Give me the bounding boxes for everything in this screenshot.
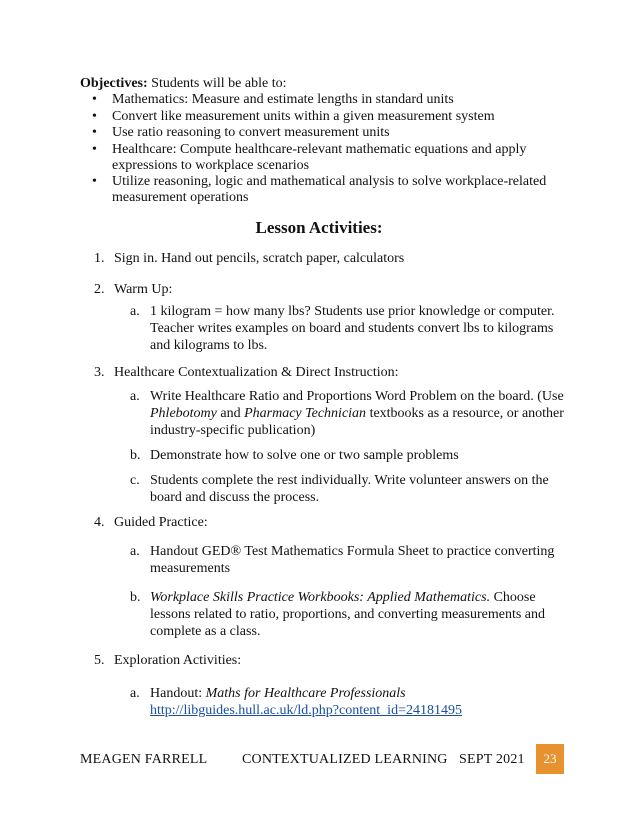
step-text: Exploration Activities: [114, 653, 242, 668]
step-text: Guided Practice: [114, 515, 208, 530]
sub-text-part: Choose lessons related to ratio, proportions, and converting measurements and complete as a class. [150, 590, 546, 639]
resource-link[interactable]: http://libguides.hull.ac.uk/ld.php?content_id=24181495 [150, 703, 462, 718]
list-item: • Healthcare: Compute healthcare-relevant mathematic equations and apply expressions to workplace scenarios [80, 142, 550, 174]
objectives-intro-text: Students will be able to: [147, 76, 287, 91]
sub-text [150, 685, 570, 719]
sub-text: Demonstrate how to solve one or two sample problems [150, 448, 459, 463]
book-title: Phlebotomy [150, 406, 217, 421]
sub-text-part: and [216, 406, 245, 421]
step-1 [94, 250, 404, 267]
book-title: Maths for Healthcare Professionals [205, 686, 406, 701]
sub-text: Students complete the rest individually. Write volunteer answers on the board and discuss the process. [150, 473, 549, 505]
sub-letter: a. [130, 544, 140, 559]
step-4a [130, 543, 570, 577]
step-number: 5. [94, 653, 105, 668]
sub-letter: a. [130, 304, 140, 319]
book-title: Workplace Skills Practice Workbooks: Applied Mathematics. [150, 590, 491, 605]
list-item: • Utilize reasoning, logic and mathematical analysis to solve workplace-related measurement operations [80, 174, 550, 206]
step-text: Warm Up: [114, 282, 173, 297]
sub-letter: a. [130, 389, 140, 404]
sub-text-part: Handout: [150, 686, 206, 701]
step-3c [130, 472, 570, 506]
sub-text [150, 388, 570, 439]
step-2 [94, 281, 172, 298]
list-item: • Mathematics: Measure and estimate lengths in standard units [80, 92, 550, 108]
step-text: Sign in. Hand out pencils, scratch paper, calculators [114, 251, 405, 266]
step-3b [130, 447, 570, 464]
footer-date: SEPT 2021 [459, 752, 525, 767]
sub-text-part: Write Healthcare Ratio and Proportions Word Problem on the board. (Use [150, 389, 564, 404]
sub-text: 1 kilogram = how many lbs? Students use prior knowledge or computer. Teacher writes examples on board and students convert lbs to kilograms and kilograms to lbs. [150, 304, 555, 353]
step-number: 1. [94, 251, 105, 266]
sub-letter: a. [130, 686, 140, 701]
footer-author: MEAGEN FARRELL [80, 752, 208, 767]
section-heading: Lesson Activities: [255, 218, 383, 237]
footer-title: CONTEXTUALIZED LEARNING [242, 752, 448, 767]
step-4 [94, 514, 208, 531]
sub-text-part: textbooks as a resource, or another industry-specific publication) [150, 406, 564, 438]
step-3a [130, 388, 570, 439]
step-5a [130, 685, 570, 719]
list-item: • Convert like measurement units within a given measurement system [80, 109, 550, 125]
book-title: Pharmacy Technician [244, 406, 367, 421]
step-number: 4. [94, 515, 105, 530]
sub-letter: c. [130, 473, 140, 488]
objectives-list [80, 92, 550, 207]
step-text: Healthcare Contextualization & Direct Instruction: [114, 365, 399, 380]
sub-letter: b. [130, 448, 141, 463]
objectives-intro [80, 75, 580, 92]
list-item: • Use ratio reasoning to convert measurement units [80, 125, 550, 141]
sub-text [150, 589, 570, 640]
step-4b [130, 589, 570, 640]
page-number-badge: 23 [536, 744, 564, 774]
step-number: 2. [94, 282, 105, 297]
step-5 [94, 652, 241, 669]
step-3 [94, 364, 399, 381]
sub-letter: b. [130, 590, 141, 605]
step-number: 3. [94, 365, 105, 380]
objectives-label: Objectives: [80, 76, 148, 91]
sub-text: Handout GED® Test Mathematics Formula Sheet to practice converting measurements [150, 544, 555, 576]
step-2a [130, 303, 570, 354]
